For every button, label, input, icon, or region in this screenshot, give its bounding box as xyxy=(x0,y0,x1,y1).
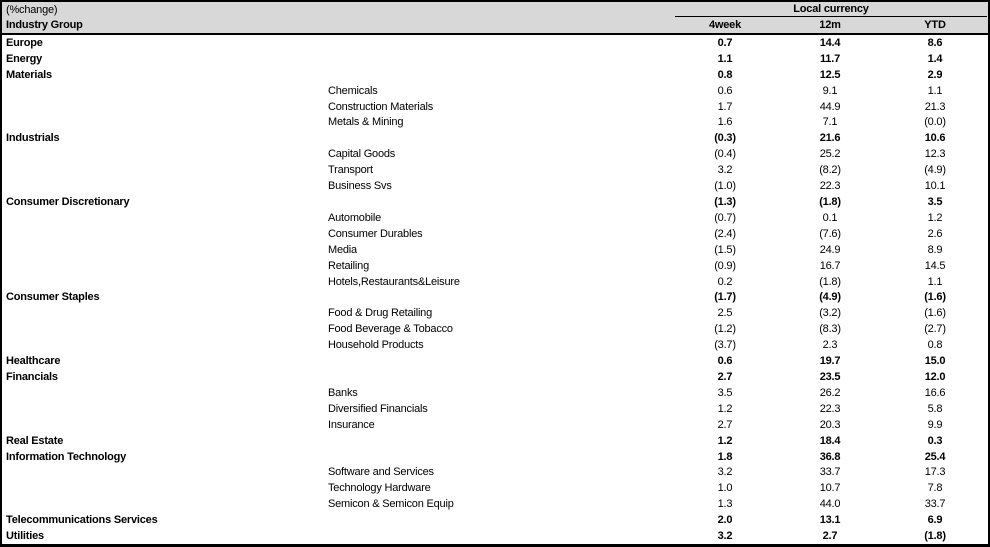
industry-label: Telecommunications Services xyxy=(6,514,158,527)
value-4week: 3.2 xyxy=(717,164,733,177)
table-row xyxy=(2,433,988,449)
value-12m: 25.2 xyxy=(819,148,841,161)
value-12m: (1.8) xyxy=(819,275,841,288)
column-header-4week: 4week xyxy=(708,19,742,31)
value-4week: 1.8 xyxy=(717,450,733,463)
industry-label: Utilities xyxy=(6,530,44,543)
value-4week: (1.5) xyxy=(714,243,736,256)
table-row xyxy=(2,290,988,306)
value-4week: 2.0 xyxy=(717,514,733,527)
table-row xyxy=(2,321,988,337)
value-ytd: 0.8 xyxy=(927,339,943,352)
value-ytd: (1.8) xyxy=(924,530,946,543)
table-row xyxy=(2,353,988,369)
value-ytd: 16.6 xyxy=(924,386,946,399)
value-ytd: 3.5 xyxy=(927,196,943,209)
value-ytd: 1.1 xyxy=(927,84,943,97)
value-ytd: 10.1 xyxy=(924,180,946,193)
value-4week: 0.7 xyxy=(717,36,733,49)
value-12m: 24.9 xyxy=(819,243,841,256)
industry-label: Business Svs xyxy=(328,180,392,193)
value-4week: (0.4) xyxy=(714,148,736,161)
table-row xyxy=(2,226,988,242)
industry-label: Europe xyxy=(6,36,43,49)
table-row xyxy=(2,401,988,417)
industry-label: Diversified Financials xyxy=(328,402,428,415)
industry-label: Food & Drug Retailing xyxy=(328,307,433,320)
value-ytd: (2.7) xyxy=(924,323,946,336)
value-ytd: (1.6) xyxy=(924,291,946,304)
industry-label: Materials xyxy=(6,68,52,81)
industry-label: Insurance xyxy=(328,418,375,431)
value-4week: 1.2 xyxy=(717,434,733,447)
value-ytd: 14.5 xyxy=(924,259,946,272)
value-12m: 11.7 xyxy=(819,52,840,65)
value-4week: 0.2 xyxy=(717,275,733,288)
industry-label: Banks xyxy=(328,386,358,399)
value-4week: (3.7) xyxy=(714,339,736,352)
value-4week: 3.2 xyxy=(717,530,733,543)
unit-label: (%change) xyxy=(6,3,58,16)
table-row xyxy=(2,178,988,194)
value-4week: 1.7 xyxy=(717,100,733,113)
industry-label: Food Beverage & Tobacco xyxy=(328,323,453,336)
value-12m: 2.3 xyxy=(822,339,838,352)
table-row xyxy=(2,35,988,51)
table-body xyxy=(2,35,988,544)
table-row xyxy=(2,528,988,544)
value-ytd: 2.9 xyxy=(927,68,943,81)
value-12m: (8.3) xyxy=(819,323,841,336)
table-row xyxy=(2,130,988,146)
value-4week: (2.4) xyxy=(714,227,736,240)
value-12m: (3.2) xyxy=(819,307,841,320)
industry-label: Energy xyxy=(6,52,43,65)
industry-label: Capital Goods xyxy=(328,148,396,161)
table-row xyxy=(2,480,988,496)
header-row-currency xyxy=(2,2,988,17)
value-4week: 2.7 xyxy=(717,418,733,431)
industry-label: Technology Hardware xyxy=(328,482,431,495)
value-12m: 16.7 xyxy=(819,259,841,272)
value-ytd: (1.6) xyxy=(924,307,946,320)
table-row xyxy=(2,417,988,433)
value-4week: 2.7 xyxy=(717,370,733,383)
value-ytd: 33.7 xyxy=(924,498,946,511)
value-4week: (1.7) xyxy=(714,291,736,304)
industry-label: Healthcare xyxy=(6,355,61,368)
table-row xyxy=(2,369,988,385)
value-ytd: 8.6 xyxy=(927,36,943,49)
value-4week: (0.9) xyxy=(714,259,736,272)
value-ytd: (4.9) xyxy=(924,164,946,177)
industry-label: Consumer Staples xyxy=(6,291,100,304)
value-12m: 7.1 xyxy=(822,116,838,129)
value-ytd: 12.0 xyxy=(924,370,946,383)
table-header xyxy=(2,2,988,35)
value-12m: 44.0 xyxy=(819,498,841,511)
value-12m: 22.3 xyxy=(819,402,841,415)
value-12m: 21.6 xyxy=(819,132,841,145)
table-row xyxy=(2,67,988,83)
value-12m: 26.2 xyxy=(819,386,841,399)
value-ytd: 9.9 xyxy=(927,418,943,431)
value-4week: 0.6 xyxy=(717,355,733,368)
value-4week: 1.2 xyxy=(717,402,733,415)
value-12m: 12.5 xyxy=(819,68,841,81)
value-12m: 9.1 xyxy=(822,84,838,97)
value-4week: 1.6 xyxy=(717,116,733,129)
value-4week: (0.7) xyxy=(714,211,736,224)
table-row xyxy=(2,242,988,258)
value-ytd: 7.8 xyxy=(927,482,943,495)
value-12m: 13.1 xyxy=(819,514,841,527)
value-4week: 3.2 xyxy=(717,466,733,479)
table-row xyxy=(2,146,988,162)
value-ytd: 6.9 xyxy=(927,514,943,527)
column-header-industry-group: Industry Group xyxy=(6,19,83,31)
value-ytd: 25.4 xyxy=(924,450,946,463)
value-12m: 33.7 xyxy=(819,466,841,479)
industry-label: Metals & Mining xyxy=(328,116,404,129)
industry-label: Consumer Durables xyxy=(328,227,423,240)
industry-label: Media xyxy=(328,243,357,256)
table-row xyxy=(2,385,988,401)
value-4week: 1.3 xyxy=(717,498,733,511)
table-row xyxy=(2,464,988,480)
industry-label: Hotels,Restaurants&Leisure xyxy=(328,275,460,288)
table-row xyxy=(2,162,988,178)
value-4week: (1.3) xyxy=(714,196,736,209)
value-12m: 23.5 xyxy=(819,370,841,383)
value-ytd: 17.3 xyxy=(924,466,946,479)
column-header-12m: 12m xyxy=(819,19,841,31)
industry-label: Chemicals xyxy=(328,84,378,97)
value-ytd: 21.3 xyxy=(924,100,946,113)
value-ytd: 1.1 xyxy=(927,275,943,288)
table-row xyxy=(2,305,988,321)
value-ytd: 15.0 xyxy=(924,355,946,368)
industry-label: Retailing xyxy=(328,259,370,272)
value-12m: 20.3 xyxy=(819,418,841,431)
value-ytd: 12.3 xyxy=(924,148,946,161)
value-4week: 0.8 xyxy=(717,68,733,81)
industry-label: Consumer Discretionary xyxy=(6,196,130,209)
table-row xyxy=(2,115,988,131)
value-ytd: 0.3 xyxy=(927,434,943,447)
value-ytd: 8.9 xyxy=(927,243,943,256)
local-currency-header: Local currency xyxy=(675,2,987,17)
industry-label: Household Products xyxy=(328,339,424,352)
table-row xyxy=(2,449,988,465)
value-12m: 44.9 xyxy=(819,100,841,113)
value-12m: 19.7 xyxy=(819,355,841,368)
value-12m: (8.2) xyxy=(819,164,841,177)
industry-label: Transport xyxy=(328,164,373,177)
industry-label: Financials xyxy=(6,370,58,383)
industry-label: Information Technology xyxy=(6,450,127,463)
value-12m: 18.4 xyxy=(819,434,841,447)
value-4week: (1.2) xyxy=(714,323,736,336)
value-12m: (7.6) xyxy=(819,227,841,240)
value-4week: (1.0) xyxy=(714,180,736,193)
value-12m: 0.1 xyxy=(822,211,838,224)
table-row xyxy=(2,337,988,353)
table-row xyxy=(2,194,988,210)
value-ytd: (0.0) xyxy=(924,116,946,129)
industry-label: Automobile xyxy=(328,211,382,224)
value-4week: 1.0 xyxy=(717,482,733,495)
industry-label: Construction Materials xyxy=(328,100,434,113)
table-row xyxy=(2,51,988,67)
value-12m: (1.8) xyxy=(819,196,841,209)
value-4week: (0.3) xyxy=(714,132,736,145)
industry-label: Semicon & Semicon Equip xyxy=(328,498,454,511)
value-4week: 1.1 xyxy=(717,52,733,65)
industry-label: Software and Services xyxy=(328,466,434,479)
value-ytd: 5.8 xyxy=(927,402,943,415)
table-row xyxy=(2,512,988,528)
value-ytd: 1.4 xyxy=(927,52,943,65)
industry-label: Real Estate xyxy=(6,434,64,447)
value-12m: 14.4 xyxy=(819,36,841,49)
value-4week: 2.5 xyxy=(717,307,733,320)
industry-label: Industrials xyxy=(6,132,60,145)
column-header-ytd: YTD xyxy=(924,19,946,31)
value-4week: 3.5 xyxy=(717,386,733,399)
header-row-columns xyxy=(2,17,988,33)
value-12m: 22.3 xyxy=(819,180,841,193)
table-row xyxy=(2,274,988,290)
table-row xyxy=(2,83,988,99)
value-ytd: 1.2 xyxy=(927,211,943,224)
value-ytd: 10.6 xyxy=(924,132,946,145)
value-12m: 36.8 xyxy=(819,450,841,463)
value-4week: 0.6 xyxy=(717,84,733,97)
value-12m: (4.9) xyxy=(819,291,841,304)
value-ytd: 2.6 xyxy=(927,227,943,240)
value-12m: 10.7 xyxy=(819,482,841,495)
table-row xyxy=(2,258,988,274)
table-row xyxy=(2,210,988,226)
value-12m: 2.7 xyxy=(822,530,838,543)
table-row xyxy=(2,99,988,115)
table-row xyxy=(2,496,988,512)
